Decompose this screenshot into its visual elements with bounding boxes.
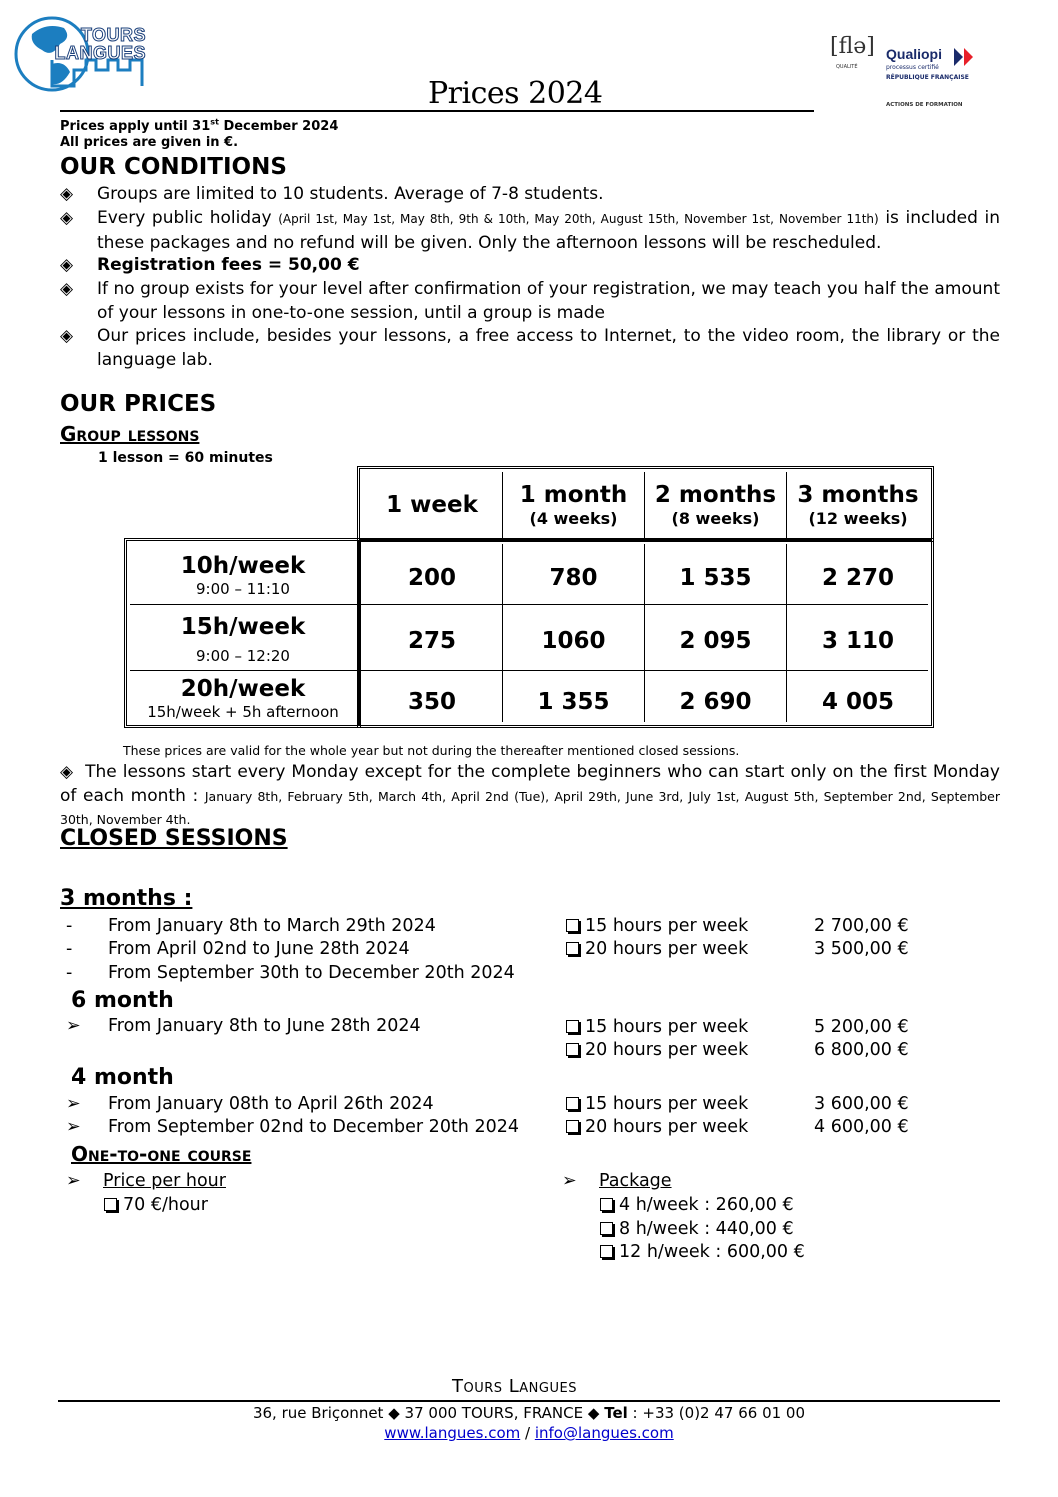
row-header: 10h/week 9:00 – 11:10 xyxy=(180,552,306,598)
price-cell: 4 005 xyxy=(821,689,895,715)
price-cell: 1060 xyxy=(541,628,606,654)
validity-line: Prices apply until 31st December 2024 xyxy=(60,117,339,134)
price-per-hour-label: Price per hour xyxy=(103,1171,226,1191)
condition-item: ◈ If no group exists for your level after confirmation of your registration, we may teach you half the amount of your lessons in one-to-one session, until a group is made xyxy=(60,279,1000,323)
arrow-bullet-icon: ➢ xyxy=(66,1016,81,1036)
session-option: 20 hours per week xyxy=(566,1040,748,1060)
checkbox-icon xyxy=(566,1097,579,1110)
column-header: 3 months (12 weeks) xyxy=(797,482,919,528)
one-to-one-heading: One-to-one course xyxy=(71,1142,252,1166)
arrow-bullet-icon: ➢ xyxy=(66,1094,81,1114)
fle-subtitle: QUALITÉ xyxy=(836,64,858,70)
checkbox-icon xyxy=(566,1120,579,1133)
column-header: 2 months (8 weeks) xyxy=(654,482,777,528)
fle-logo: [flə] xyxy=(830,34,875,59)
session-option: 15 hours per week xyxy=(566,1017,748,1037)
checkbox-icon xyxy=(566,919,579,932)
prices-heading: OUR PRICES xyxy=(60,391,217,417)
condition-item: ◈ Every public holiday (April 1st, May 1st, May 8th, 9th & 10th, May 20th, August 15th, November 1st, November 11th) is included in these packages and no refund will be given. Only the afternoon lessons will be rescheduled. xyxy=(60,208,1001,253)
logo-wordmark: TOURS LANGUES xyxy=(54,25,146,63)
session-price: 2 700,00 € xyxy=(814,916,909,936)
session-option: 15 hours per week xyxy=(566,916,748,936)
lesson-duration-note: 1 lesson = 60 minutes xyxy=(98,450,273,466)
session-option: 20 hours per week xyxy=(566,939,748,959)
qualiopi-logo: Qualiopi xyxy=(886,46,942,62)
package-option: 4 h/week : 260,00 € xyxy=(600,1195,794,1215)
website-link[interactable]: www.langues.com xyxy=(384,1424,521,1442)
checkbox-icon xyxy=(600,1198,613,1211)
actions-formation-text: ACTIONS DE FORMATION xyxy=(886,102,963,108)
six-month-heading: 6 month xyxy=(71,988,174,1013)
page-title: Prices 2024 xyxy=(428,76,603,111)
validity-note: These prices are valid for the whole year but not during the thereafter mentioned closed sessions. xyxy=(123,743,740,758)
footer-links: www.langues.com / info@langues.com xyxy=(384,1424,674,1442)
checkbox-icon xyxy=(104,1198,117,1211)
session-price: 6 800,00 € xyxy=(814,1040,909,1060)
diamond-bullet-icon: ◈ xyxy=(60,208,74,228)
condition-item: ◈ Our prices include, besides your lessons, a free access to Internet, to the video room, the library or the language lab. xyxy=(60,326,1000,370)
qualiopi-subtitle: processus certifié xyxy=(886,64,939,71)
session-price: 5 200,00 € xyxy=(814,1017,909,1037)
price-cell: 2 690 xyxy=(679,689,752,715)
certification-logos xyxy=(826,34,986,114)
session-option: 20 hours per week xyxy=(566,1117,748,1137)
package-option: 12 h/week : 600,00 € xyxy=(600,1242,805,1262)
title-underline xyxy=(60,110,814,112)
row-header: 15h/week 9:00 – 12:20 xyxy=(180,613,306,665)
session-price: 3 500,00 € xyxy=(814,939,909,959)
session-price: 4 600,00 € xyxy=(814,1117,909,1137)
price-cell: 2 270 xyxy=(821,565,895,591)
price-cell: 780 xyxy=(549,565,598,591)
three-months-heading: 3 months : xyxy=(60,886,193,911)
condition-item: ◈ Registration fees = 50,00 € xyxy=(60,254,1000,278)
diamond-bullet-icon: ◈ xyxy=(60,762,74,782)
start-dates-paragraph: ◈ The lessons start every Monday except for the complete beginners who can start only on the first Monday of each month : January 8th, February 5th, March 4th, April 2nd (Tue), April 29th, June 3rd, July 1st, August 5th, September 2nd, September 30th, November 4th. xyxy=(60,762,1001,827)
price-cell: 200 xyxy=(407,565,456,591)
group-lessons-heading: Group lessons xyxy=(60,422,200,446)
diamond-separator-icon: ◆ xyxy=(587,1404,600,1422)
package-label: Package xyxy=(599,1171,672,1191)
price-cell: 350 xyxy=(407,689,456,715)
diamond-bullet-icon: ◈ xyxy=(60,326,74,346)
arrow-bullet-icon: ➢ xyxy=(66,1117,81,1137)
diamond-bullet-icon: ◈ xyxy=(60,279,74,299)
checkbox-icon xyxy=(600,1222,613,1235)
footer-address: 36, rue Briçonnet ◆ 37 000 TOURS, FRANCE ◆ Tel : +33 (0)2 47 66 01 00 xyxy=(252,1404,806,1422)
four-month-heading: 4 month xyxy=(71,1065,174,1090)
price-cell: 1 535 xyxy=(679,565,752,591)
price-cell: 3 110 xyxy=(821,628,895,654)
price-per-hour-option: 70 €/hour xyxy=(104,1195,208,1215)
republique-text: RÉPUBLIQUE FRANÇAISE xyxy=(886,74,969,81)
qualiopi-arrows-icon xyxy=(954,48,976,66)
arrow-bullet-icon: ➢ xyxy=(562,1171,577,1191)
price-cell: 1 355 xyxy=(537,689,610,715)
column-header: 1 month (4 weeks) xyxy=(519,482,628,528)
checkbox-icon xyxy=(566,1043,579,1056)
price-cell: 2 095 xyxy=(679,628,752,654)
tours-langues-logo xyxy=(12,14,152,94)
diamond-bullet-icon: ◈ xyxy=(60,184,74,204)
diamond-separator-icon: ◆ xyxy=(388,1404,400,1422)
package-option: 8 h/week : 440,00 € xyxy=(600,1219,794,1239)
closed-sessions-heading: CLOSED SESSIONS xyxy=(60,826,288,851)
price-cell: 275 xyxy=(407,628,456,654)
column-header: 1 week xyxy=(386,491,478,518)
arrow-bullet-icon: ➢ xyxy=(66,1171,81,1191)
row-header: 20h/week 15h/week + 5h afternoon xyxy=(147,675,339,721)
condition-item: ◈ Groups are limited to 10 students. Average of 7-8 students. xyxy=(60,183,1000,207)
email-link[interactable]: info@langues.com xyxy=(534,1424,674,1442)
checkbox-icon xyxy=(600,1245,613,1258)
session-price: 3 600,00 € xyxy=(814,1094,909,1114)
footer-divider xyxy=(58,1400,1000,1402)
diamond-bullet-icon: ◈ xyxy=(60,255,74,275)
conditions-heading: OUR CONDITIONS xyxy=(60,154,287,180)
checkbox-icon xyxy=(566,942,579,955)
session-option: 15 hours per week xyxy=(566,1094,748,1114)
footer-company-name: Tours Langues xyxy=(452,1376,577,1397)
checkbox-icon xyxy=(566,1020,579,1033)
currency-line: All prices are given in €. xyxy=(60,135,239,150)
